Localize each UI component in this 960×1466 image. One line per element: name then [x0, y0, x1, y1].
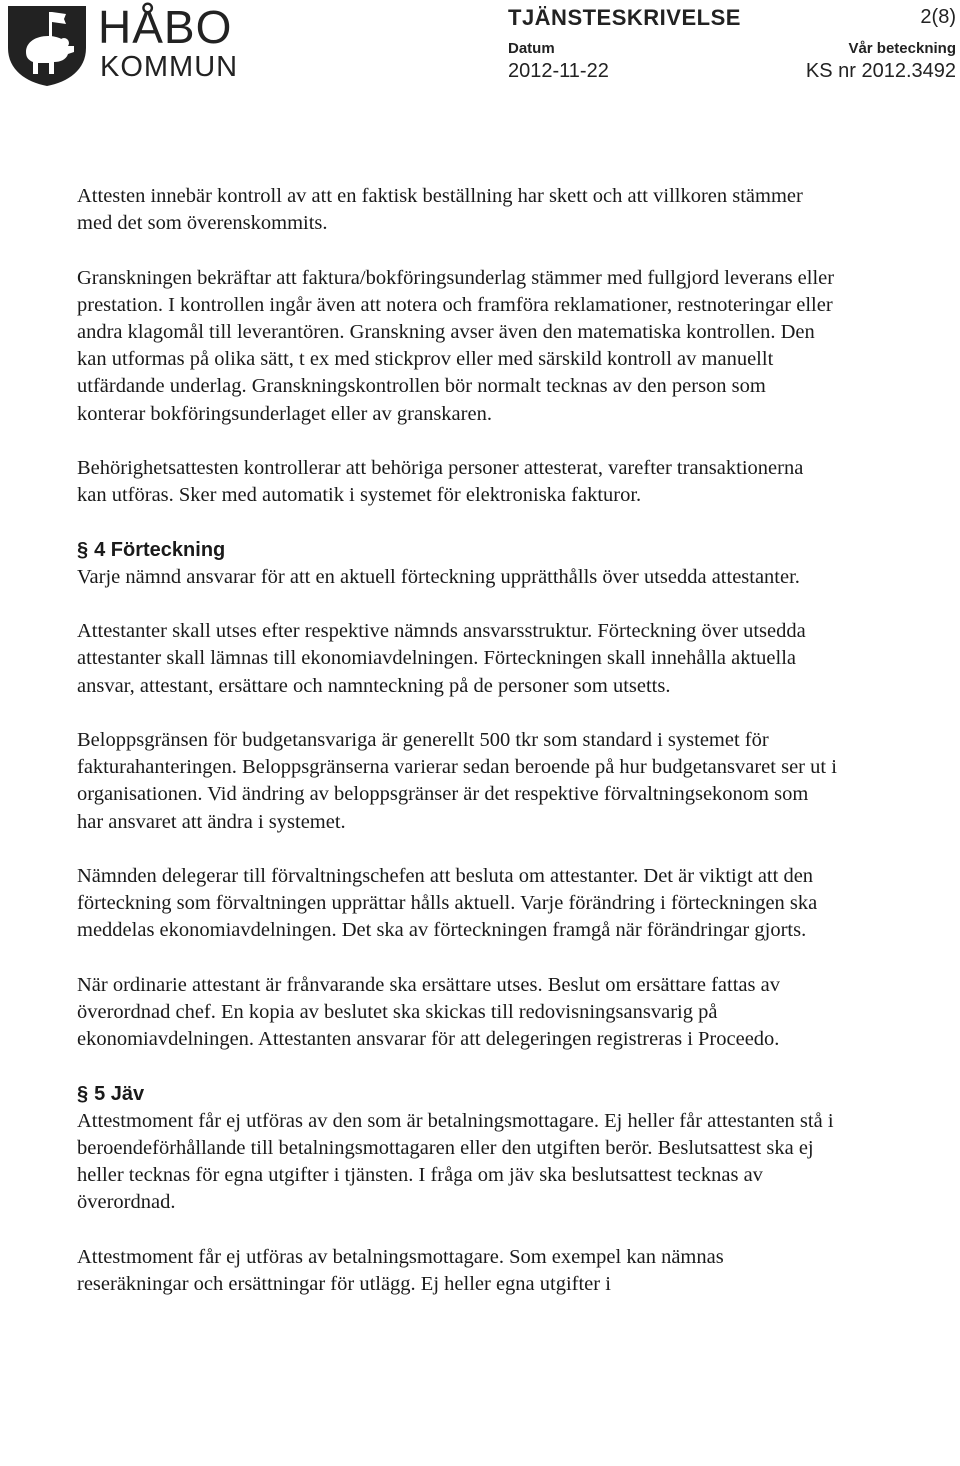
body-paragraph: Attestanter skall utses efter respektive nämnds ansvarsstruktur. Förteckning över utsedda attestanter skall lämnas till ekonomiavdelningen. Förteckningen skall innehålla aktuella ansvar, attestant, ersättare och namnteckning på de personer som utsetts.	[77, 620, 806, 697]
document-body	[77, 183, 837, 1325]
section-heading	[77, 1081, 837, 1108]
body-paragraph: Beloppsgränsen för budgetansvariga är generellt 500 tkr som standard i systemet för fakturahanteringen. Beloppsgränserna varierar sedan beroende på hur budgetansvaret ser ut i organisationen. Vid ändring av beloppsgränser är det respektive förvaltningsekonom som har ansvaret att ändra i systemet.	[77, 728, 837, 833]
body-paragraph: Varje nämnd ansvarar för att en aktuell förteckning upprätthålls över utsedda attestanter.	[77, 565, 800, 588]
coat-of-arms-icon	[4, 2, 90, 88]
body-paragraph: Attestmoment får ej utföras av betalningsmottagare. Som exempel kan nämnas reseräkningar och ersättningar för utlägg. Ej heller egna utgifter i	[77, 1245, 724, 1295]
body-paragraph: Granskningen bekräftar att faktura/bokföringsunderlag stämmer med fullgjord leverans eller prestation. I kontrollen ingår även att notera och framföra reklamationer, restnoteringar eller andra klagomål till leverantören. Granskning avser även den matematiska kontrollen. Den kan utformas på olika sätt, t ex med stickprov eller med särskild kontroll av manuellt utfärdande underlag. Granskningskontrollen bör normalt tecknas av den person som konterar bokföringsunderlaget eller av granskaren.	[77, 266, 835, 425]
reference-value: KS nr 2012.3492	[805, 60, 956, 82]
reference-label: Vår beteckning	[848, 40, 956, 57]
document-type: TJÄNSTESKRIVELSE	[508, 5, 741, 30]
date-value: 2012-11-22	[508, 60, 609, 82]
section-title: 4 Förteckning	[94, 538, 226, 561]
municipality-logo	[4, 1, 239, 88]
logo-name: HÅBO	[98, 1, 233, 53]
section-heading	[77, 537, 837, 564]
section-mark: §	[77, 1082, 89, 1105]
body-paragraph: När ordinarie attestant är frånvarande ska ersättare utses. Beslut om ersättare fattas av överordnad chef. En kopia av beslutet ska skickas till redovisningsansvarig på ekonomiavdelningen. Attestanten ansvarar för att delegeringen registreras i Proceedo.	[77, 973, 780, 1051]
logo-subtitle: KOMMUN	[100, 51, 239, 83]
page-number: 2(8)	[920, 6, 956, 28]
section-mark: §	[77, 538, 89, 561]
body-paragraph: Nämnden delegerar till förvaltningschefen att besluta om attestanter. Det är viktigt att den förteckning som förvaltningen upprättar hålls aktuell. Varje förändring i förteckningen ska meddelas ekonomiavdelningen. Det ska av förteckningen framgå när förändringar gjorts.	[77, 864, 818, 942]
body-paragraph: Attesten innebär kontroll av att en faktisk beställning har skett och att villkoren stämmer med det som överenskommits.	[77, 185, 803, 235]
section-title: 5 Jäv	[94, 1082, 145, 1105]
body-paragraph: Behörighetsattesten kontrollerar att behöriga personer attesterat, varefter transaktionerna kan utföras. Sker med automatik i systemet för elektroniska fakturor.	[77, 457, 804, 507]
body-paragraph: Attestmoment får ej utföras av den som är betalningsmottagare. Ej heller får attestanten stå i beroendeförhållande till betalningsmottagaren eller den utgiften berör. Beslutsattest ska ej heller tecknas för egna utgifter i tjänsten. I fråga om jäv ska beslutsattest tecknas av överordnad.	[77, 1109, 834, 1214]
date-label: Datum	[508, 40, 555, 57]
